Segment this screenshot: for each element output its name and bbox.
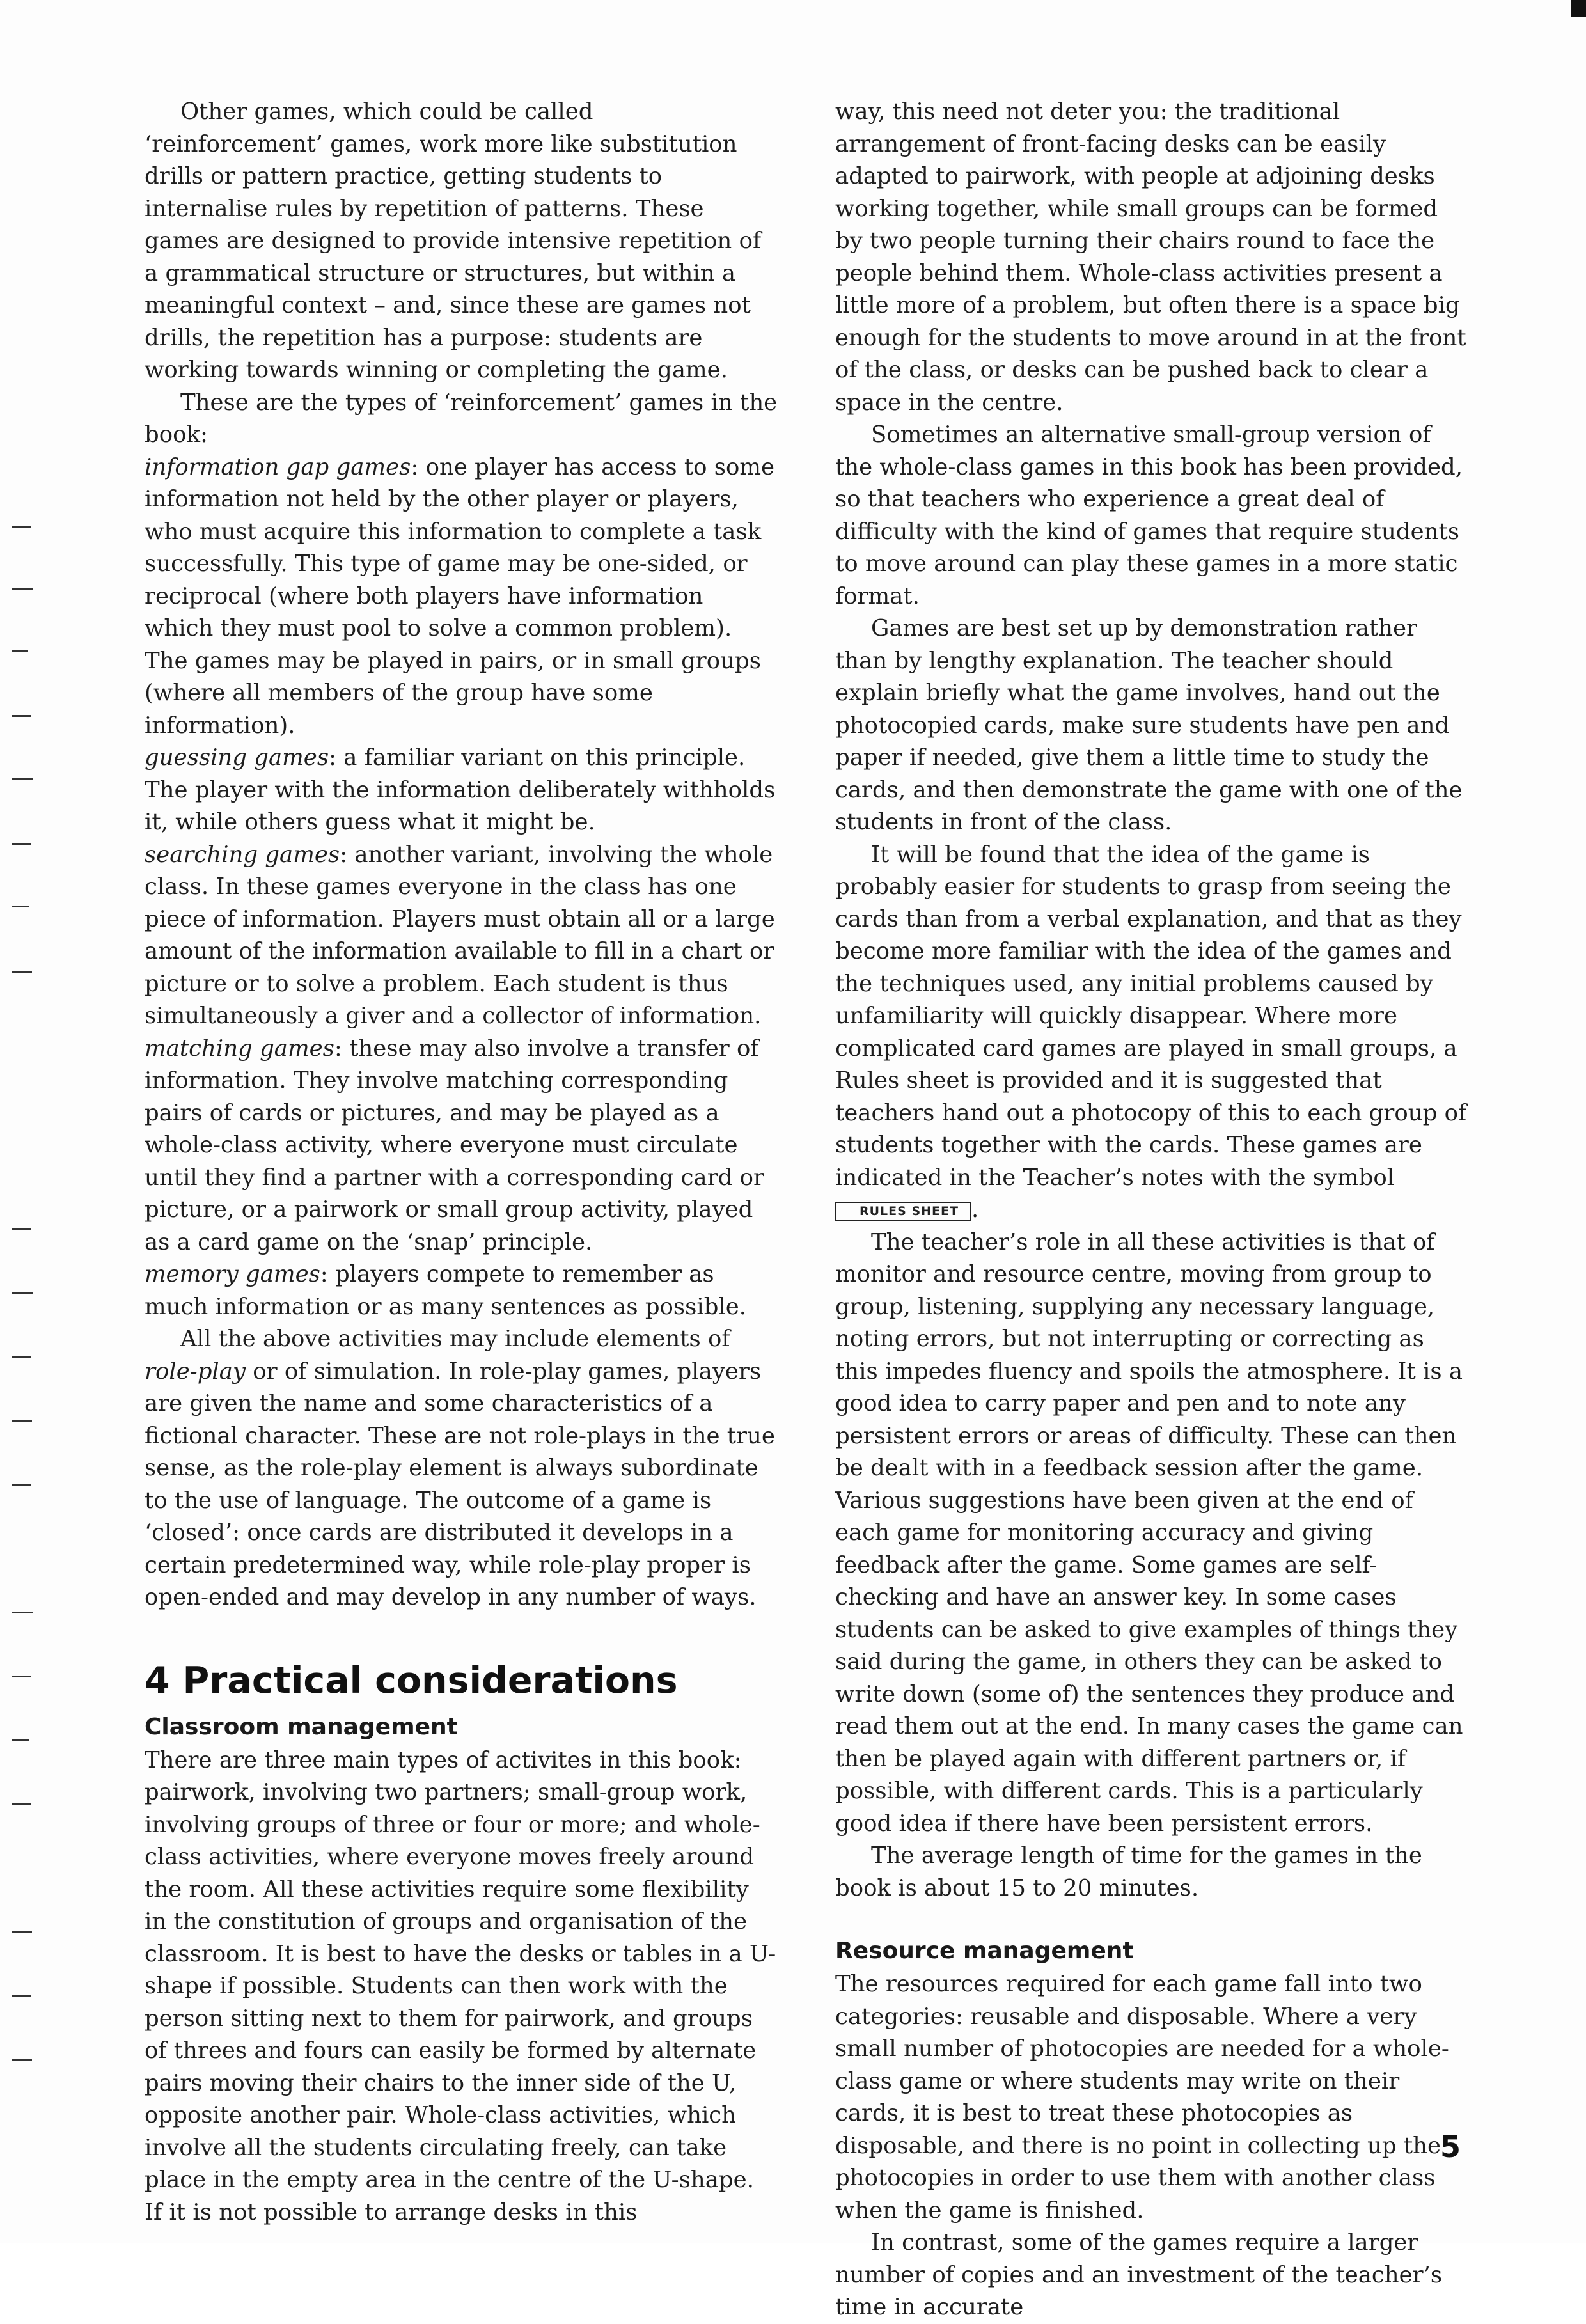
role-play-text-start: All the above activities may include elements of — [180, 1326, 730, 1352]
classroom-management-heading: Classroom management — [145, 1713, 458, 1740]
term-label: information gap games — [145, 453, 411, 480]
margin-tick — [12, 2059, 32, 2061]
margin-tick — [12, 778, 33, 780]
margin-tick — [12, 588, 33, 590]
searching-games-item — [145, 839, 778, 1033]
role-play-term: role-play — [145, 1358, 246, 1385]
resource-management-heading: Resource management — [835, 1938, 1134, 1964]
margin-tick — [12, 1995, 31, 1997]
margin-tick — [12, 906, 29, 907]
margin-tick — [12, 971, 32, 973]
page-number: 5 — [1440, 2130, 1461, 2164]
term-label: searching games — [145, 841, 340, 868]
term-description: : another variant, involving the whole class. In these games everyone in the class has one piece of information. Players must obtain all or a large amount of the information available to fill in a chart or picture or to solve a problem. Each student is thus simultaneously a giver and a collector of information. — [145, 841, 775, 1029]
rules-sheet-period: . — [971, 1197, 979, 1223]
margin-tick — [12, 650, 28, 652]
desk-arrangement-paragraph: way, this need not deter you: the traditional arrangement of front-facing desks can be easily adapted to pairwork, with people at adjoining desks working together, while small groups can be formed by two people turning their chairs round to face the people behind them. Whole-class activities present a little more of a problem, but often there is a space big enough for the students to move around in at the front of the class, or desks can be pushed back to clear a space in the centre. — [835, 98, 1466, 416]
reusable-copies-paragraph: In contrast, some of the games require a larger number of copies and an investment of the teacher’s time in accurate — [835, 2229, 1443, 2320]
margin-tick — [12, 1292, 33, 1294]
margin-tick — [12, 843, 31, 845]
margin-tick — [12, 1356, 31, 1358]
margin-tick — [12, 526, 31, 528]
reinforcement-games-paragraph: Other games, which could be called ‘reinforcement’ games, work more like substitution drills or pattern practice, getting students to internalise rules by repetition of patterns. These games are designed to provide intensive repetition of a grammatical structure or structures, but within a meaningful context – and, since these are games not drills, the repetition has a purpose: students are working towards winning or completing the game. — [145, 98, 762, 383]
section-heading: 4 Practical considerations — [145, 1659, 678, 1702]
term-label: memory games — [145, 1261, 320, 1287]
game-length-paragraph: The average length of time for the games in the book is about 15 to 20 minutes. — [835, 1842, 1422, 1901]
margin-tick — [12, 1228, 31, 1230]
left-column — [145, 96, 778, 2229]
matching-games-item — [145, 1033, 778, 1259]
margin-tick — [12, 1420, 32, 1422]
right-column — [835, 96, 1468, 2324]
term-description: : players compete to remember as much information or as many sentences as possible. — [145, 1261, 747, 1320]
small-group-version-paragraph: Sometimes an alternative small-group version of the whole-class games in this book has been provided, so that teachers who experience a great deal of difficulty with the kind of games that require students to move around can play these games in a more static format. — [835, 421, 1463, 609]
guessing-games-item — [145, 742, 778, 839]
margin-tick — [12, 1803, 31, 1805]
resource-categories-paragraph: The resources required for each game fall into two categories: reusable and disposable. Where a very small number of photocopies are needed for a whole-class game or where students may write on their cards, it is best to treat these photocopies as disposable, and there is no point in collecting up the photocopies in order to use them with another class when the game is finished. — [835, 1971, 1449, 2224]
term-description: : these may also involve a transfer of information. They involve matching corresponding pairs of cards or pictures, and may be played as a whole-class activity, where everyone must circulate until they find a partner with a corresponding card or picture, or a pairwork or small group activity, played as a card game on the ‘snap’ principle. — [145, 1035, 765, 1255]
margin-tick — [12, 1676, 31, 1677]
scan-corner-mark — [1571, 0, 1586, 17]
term-label: guessing games — [145, 744, 329, 771]
term-description: : one player has access to some information not held by the other player or players, who must acquire this information to complete a task successfully. This type of game may be one-sided, or reciprocal (where both players have information which they must pool to solve a common problem). The games may be played in pairs, or in small groups (where all members of the group have some information). — [145, 453, 775, 739]
game-types-intro: These are the types of ‘reinforcement’ games in the book: — [145, 389, 778, 448]
margin-tick — [12, 1931, 32, 1933]
rules-sheet-paragraph — [835, 839, 1468, 1227]
rules-sheet-text: It will be found that the idea of the game is probably easier for students to grasp from seeing the cards than from a verbal explanation, and that as they become more familiar with the idea of the games and the techniques used, any initial problems caused by unfamiliarity will quickly disappear. Where more complicated card games are played in small groups, a Rules sheet is provided and it is suggested that teachers hand out a photocopy of this to each group of students together with the cards. These games are indicated in the Teacher’s notes with the symbol — [835, 841, 1467, 1191]
role-play-text-end: or of simulation. In role-play games, players are given the name and some characteristics of a fictional character. These are not role-plays in the true sense, as the role-play element is always subordinate to the use of language. The outcome of a game is ‘closed’: once cards are distributed it develops in a certain predetermined way, while role-play proper is open-ended and may develop in any number of ways. — [145, 1358, 775, 1610]
margin-tick — [12, 1739, 29, 1741]
margin-tick — [12, 1484, 31, 1486]
term-label: matching games — [145, 1035, 334, 1062]
role-play-paragraph — [145, 1323, 778, 1614]
teacher-role-paragraph: The teacher’s role in all these activities is that of monitor and resource centre, moving from group to group, listening, supplying any necessary language, noting errors, but not interrupting or correcting as this impedes fluency and spoils the atmosphere. It is a good idea to carry paper and pen and to note any persistent errors or areas of difficulty. These can then be dealt with in a feedback session after the game. Various suggestions have been given at the end of each game for monitoring accuracy and giving feedback after the game. Some games are self-checking and have an answer key. In some cases students can be asked to give examples of things they said during the game, in others they can be asked to write down (some of) the sentences they produce and read them out at the end. In many cases the game can then be played again with different partners or, if possible, with different cards. This is a particularly good idea if there have been persistent errors. — [835, 1229, 1463, 1837]
rules-sheet-symbol: RULES SHEET — [835, 1202, 971, 1221]
term-description: : a familiar variant on this principle. The player with the information deliberately withholds it, while others guess what it might be. — [145, 744, 776, 835]
demonstration-paragraph: Games are best set up by demonstration rather than by lengthy explanation. The teacher should explain briefly what the game involves, hand out the photocopied cards, make sure students have pen and paper if needed, give them a little time to study the cards, and then demonstrate the game with one of the students in front of the class. — [835, 615, 1463, 835]
memory-games-item — [145, 1259, 778, 1323]
information-gap-games-item — [145, 451, 778, 742]
classroom-management-paragraph: There are three main types of activites in this book: pairwork, involving two partners; small-group work, involving groups of three or four or more; and whole-class activities, where everyone moves freely around the room. All these activities require some flexibility in the constitution of groups and organisation of the classroom. It is best to have the desks or tables in a U-shape if possible. Students can then work with the person sitting next to them for pairwork, and groups of threes and fours can easily be formed by alternate pairs moving their chairs to the inner side of the U, opposite another pair. Whole-class activities, which involve all the students circulating freely, can take place in the empty area in the centre of the U-shape. If it is not possible to arrange desks in this — [145, 1747, 776, 2226]
margin-tick — [12, 715, 31, 717]
margin-tick — [12, 1612, 33, 1613]
